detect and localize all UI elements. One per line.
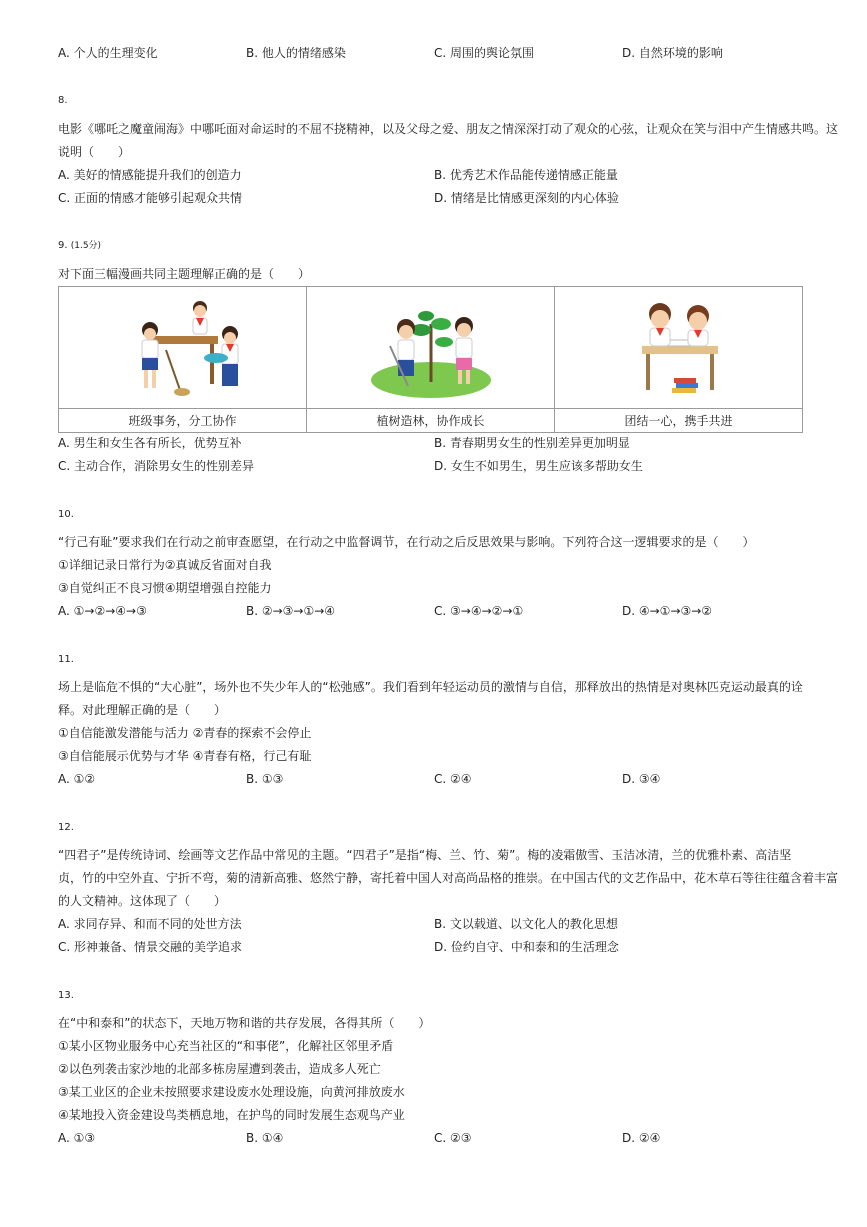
q9-stem: 对下面三幅漫画共同主题理解正确的是（ ） bbox=[58, 267, 311, 281]
q10-items-line1: ①详细记录日常行为②真诚反省面对自我 bbox=[58, 558, 272, 572]
q13-stem: 在“中和泰和”的状态下，天地万物和谐的共存发展，各得其所（ ） bbox=[58, 1016, 431, 1030]
q13-item-4: ④某地投入资金建设鸟类栖息地，在护鸟的同时发展生态观鸟产业 bbox=[58, 1108, 405, 1122]
q10-stem: “行己有耻”要求我们在行动之前审查愿望，在行动之中监督调节，在行动之后反思效果与影响。下列符合这一逻辑要求的是（ ） bbox=[58, 535, 755, 549]
q12-option-c[interactable]: C. 形神兼备、情景交融的美学追求 bbox=[58, 940, 243, 954]
q8-option-b[interactable]: B. 优秀艺术作品能传递情感正能量 bbox=[434, 168, 618, 182]
q10-option-d[interactable]: D. ④→①→③→② bbox=[622, 604, 713, 618]
q7-option-d[interactable]: D. 自然环境的影响 bbox=[622, 46, 723, 60]
studying-together-cartoon-image bbox=[614, 294, 744, 402]
cleaning-cartoon-image bbox=[118, 294, 248, 402]
q10-items-line2: ③自觉纠正不良习惯④期望增强自控能力 bbox=[58, 581, 272, 595]
q9-option-a[interactable]: A. 男生和女生各有所长，优势互补 bbox=[58, 436, 242, 450]
q7-option-c[interactable]: C. 周围的舆论氛围 bbox=[434, 46, 535, 60]
q11-items-line1: ①自信能激发潜能与活力 ②青春的探索不会停止 bbox=[58, 726, 312, 740]
cartoon-cell-1 bbox=[59, 287, 307, 409]
cartoon-cell-2 bbox=[307, 287, 555, 409]
q13-option-d[interactable]: D. ②④ bbox=[622, 1131, 661, 1145]
q9-option-c[interactable]: C. 主动合作，消除男女生的性别差异 bbox=[58, 459, 255, 473]
q8-option-a[interactable]: A. 美好的情感能提升我们的创造力 bbox=[58, 168, 242, 182]
q12-number: 12. bbox=[58, 822, 74, 833]
cartoon-caption-2: 植树造林，协作成长 bbox=[307, 409, 555, 433]
q7-option-a[interactable]: A. 个人的生理变化 bbox=[58, 46, 158, 60]
q9-number bbox=[58, 240, 101, 252]
q12-stem-line1: “四君子”是传统诗词、绘画等文艺作品中常见的主题。“四君子”是指“梅、兰、竹、菊”。梅的凌霜傲雪、玉洁冰清，兰的优雅朴素、高洁坚 bbox=[58, 848, 792, 862]
q10-number: 10. bbox=[58, 509, 74, 520]
q11-option-b[interactable]: B. ①③ bbox=[246, 772, 284, 786]
q9-number-label: 9. bbox=[58, 240, 68, 251]
q12-option-b[interactable]: B. 文以载道、以文化人的教化思想 bbox=[434, 917, 618, 931]
q10-option-b[interactable]: B. ②→③→①→④ bbox=[246, 604, 336, 618]
q13-option-b[interactable]: B. ①④ bbox=[246, 1131, 284, 1145]
q8-number: 8. bbox=[58, 95, 68, 106]
q8-stem-line2: 说明（ ） bbox=[58, 145, 131, 159]
q11-stem-line1: 场上是临危不惧的“大心脏”，场外也不失少年人的“松弛感”。我们看到年轻运动员的激情与自信，那释放出的热情是对奥林匹克运动最真的诠 bbox=[58, 680, 803, 694]
q13-option-c[interactable]: C. ②③ bbox=[434, 1131, 472, 1145]
q11-option-d[interactable]: D. ③④ bbox=[622, 772, 661, 786]
q11-items-line2: ③自信能展示优势与才华 ④青春有格，行己有耻 bbox=[58, 749, 312, 763]
q12-stem-line2: 贞，竹的中空外直、宁折不弯，菊的清新高雅、悠然宁静，寄托着中国人对高尚品格的推崇。在中国古代的文艺作品中，花木草石等往往蕴含着丰富 bbox=[58, 871, 839, 885]
cartoon-caption-3: 团结一心，携手共进 bbox=[555, 409, 803, 433]
q13-option-a[interactable]: A. ①③ bbox=[58, 1131, 96, 1145]
q11-stem-line2: 释。对此理解正确的是（ ） bbox=[58, 703, 227, 717]
tree-planting-cartoon-image bbox=[366, 294, 496, 402]
q13-item-1: ①某小区物业服务中心充当社区的“和事佬”，化解社区邻里矛盾 bbox=[58, 1039, 394, 1053]
q8-stem-line1: 电影《哪吒之魔童闹海》中哪吒面对命运时的不屈不挠精神，以及父母之爱、朋友之情深深打动了观众的心弦，让观众在笑与泪中产生情感共鸣。这 bbox=[58, 122, 839, 136]
q11-option-a[interactable]: A. ①② bbox=[58, 772, 96, 786]
q9-option-d[interactable]: D. 女生不如男生，男生应该多帮助女生 bbox=[434, 459, 643, 473]
cartoon-table bbox=[58, 286, 803, 433]
cartoon-cell-3 bbox=[555, 287, 803, 409]
q8-option-c[interactable]: C. 正面的情感才能够引起观众共情 bbox=[58, 191, 243, 205]
q13-item-3: ③某工业区的企业未按照要求建设废水处理设施，向黄河排放废水 bbox=[58, 1085, 405, 1099]
q10-option-c[interactable]: C. ③→④→②→① bbox=[434, 604, 524, 618]
q12-stem-line3: 的人文精神。这体现了（ ） bbox=[58, 894, 227, 908]
q7-option-b[interactable]: B. 他人的情绪感染 bbox=[246, 46, 346, 60]
q9-option-b[interactable]: B. 青春期男女生的性别差异更加明显 bbox=[434, 436, 630, 450]
q12-option-d[interactable]: D. 俭约自守、中和泰和的生活理念 bbox=[434, 940, 619, 954]
q13-number: 13. bbox=[58, 990, 74, 1001]
q8-option-d[interactable]: D. 情绪是比情感更深刻的内心体验 bbox=[434, 191, 619, 205]
q12-option-a[interactable]: A. 求同存异、和而不同的处世方法 bbox=[58, 917, 242, 931]
cartoon-caption-1: 班级事务，分工协作 bbox=[59, 409, 307, 433]
q9-score: (1.5分) bbox=[70, 241, 102, 251]
q11-number: 11. bbox=[58, 654, 74, 665]
q11-option-c[interactable]: C. ②④ bbox=[434, 772, 472, 786]
q13-item-2: ②以色列袭击家沙地的北部多栋房屋遭到袭击，造成多人死亡 bbox=[58, 1062, 381, 1076]
q10-option-a[interactable]: A. ①→②→④→③ bbox=[58, 604, 147, 618]
